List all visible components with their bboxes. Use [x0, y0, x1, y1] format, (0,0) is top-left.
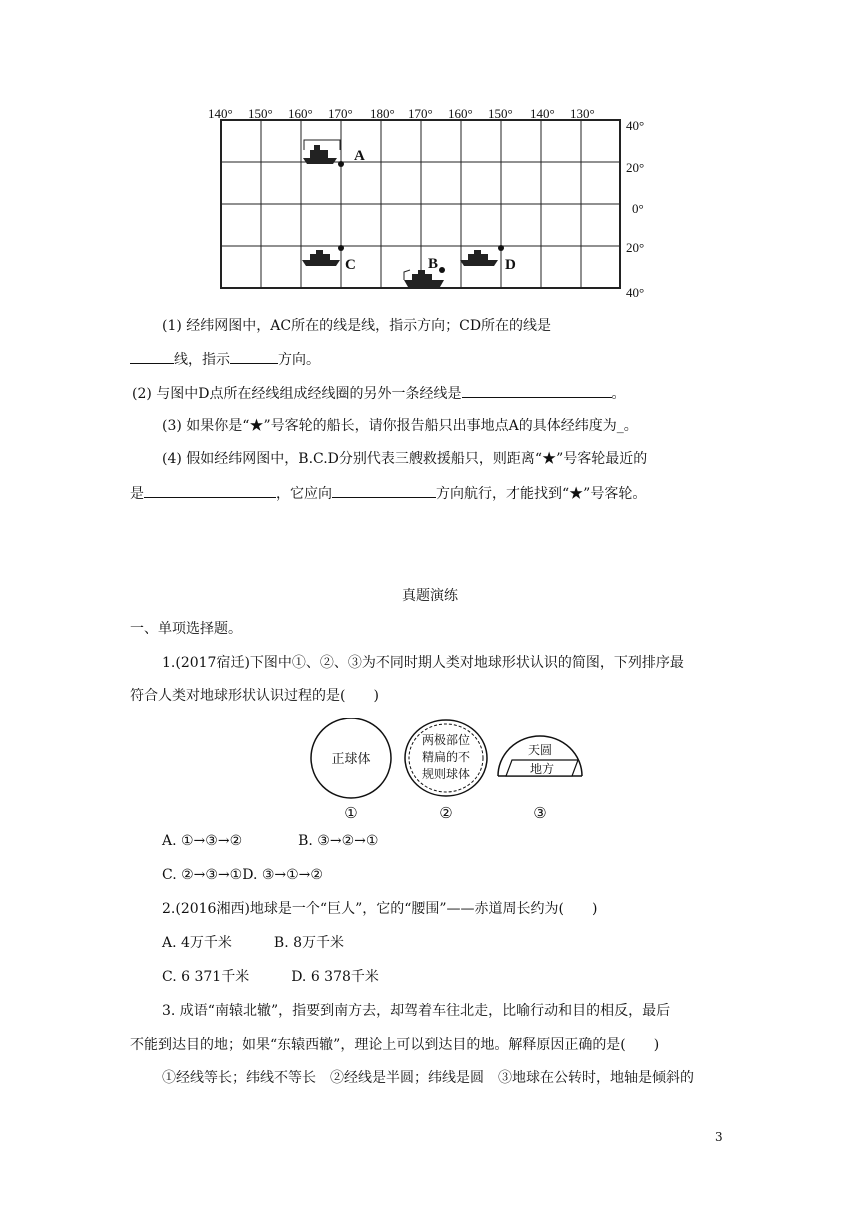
- question-1-line-1: (1) 经纬网图中，AC所在的线是线，指示方向；CD所在的线是: [162, 318, 552, 334]
- mc-question-3-line-3: ①经线等长；纬线不等长 ②经线是半圆；纬线是圆 ③地球在公转时，地轴是倾斜的: [162, 1070, 694, 1086]
- mc-question-1-line-2: 符合人类对地球形状认识过程的是( ): [130, 688, 379, 704]
- point-c: [338, 245, 344, 251]
- irregular-line-3: 规则球体: [421, 767, 471, 781]
- text-span: 。: [611, 386, 626, 402]
- lon-label-9: 140°: [530, 106, 555, 121]
- page-number: 3: [715, 1130, 723, 1144]
- mc-2-options-cd: C. 6 371千米 D. 6 378千米: [162, 969, 379, 985]
- sphere-text: 正球体: [331, 751, 371, 766]
- section-title: 真题演练: [402, 588, 458, 604]
- graticule-map: [200, 100, 670, 305]
- mc-1-options-ab: A. ①→③→② B. ③→②→①: [162, 833, 379, 849]
- figure-label-3: ③: [533, 806, 547, 822]
- answer-blank[interactable]: [144, 483, 276, 498]
- label-d: D: [505, 257, 516, 273]
- answer-blank[interactable]: [130, 349, 174, 364]
- lat-label-3: 0°: [632, 201, 644, 216]
- lat-label-1: 40°: [626, 118, 645, 133]
- text-span: 方向航行，才能找到“★”号客轮。: [436, 486, 647, 502]
- lon-label-1: 140°: [208, 106, 233, 121]
- irregular-line-1: 两极部位: [421, 733, 471, 747]
- question-2: [132, 383, 626, 404]
- mc-2-options-ab: A. 4万千米 B. 8万千米: [162, 935, 345, 951]
- question-1-line-2: [130, 349, 320, 370]
- lat-label-5: 40°: [626, 285, 645, 300]
- irregular-line-2: 精扁的不: [421, 750, 471, 764]
- dome-top-text: 天圆: [527, 743, 553, 757]
- mc-question-2: 2.(2016湘西)地球是一个“巨人”，它的“腰围”——赤道周长约为( ): [162, 901, 598, 917]
- answer-blank[interactable]: [230, 349, 278, 364]
- question-4-line-1: (4) 假如经纬网图中，B.C.D分别代表三艘救援船只，则距离“★”号客轮最近的: [162, 451, 648, 467]
- question-3: (3) 如果你是“★”号客轮的船长，请你报告船只出事地点A的具体经纬度为_。: [162, 418, 638, 434]
- ship-a-icon: [303, 140, 340, 164]
- lon-label-4: 170°: [328, 106, 353, 121]
- mc-question-3-line-1: 3. 成语“南辕北辙”，指要到南方去，却驾着车往北走，比喻行动和目的相反，最后: [162, 1003, 671, 1019]
- point-a: [338, 161, 344, 167]
- text-span: 线，指示: [174, 352, 230, 368]
- text-span: ，它应向: [276, 486, 332, 502]
- answer-blank[interactable]: [332, 483, 436, 498]
- lon-label-2: 150°: [248, 106, 273, 121]
- lon-label-3: 160°: [288, 106, 313, 121]
- lon-label-10: 130°: [570, 106, 595, 121]
- lon-label-7: 160°: [448, 106, 473, 121]
- lon-label-6: 170°: [408, 106, 433, 121]
- lat-label-2: 20°: [626, 160, 645, 175]
- lat-label-4: 20°: [626, 240, 645, 255]
- text-span: (2) 与图中D点所在经线组成经线圈的另外一条经线是: [132, 386, 462, 402]
- lon-label-5: 180°: [370, 106, 395, 121]
- mc-1-options-cd: C. ②→③→①D. ③→①→②: [162, 867, 323, 883]
- dome-bottom-text: 地方: [529, 762, 555, 776]
- earth-shape-figure: [300, 718, 590, 828]
- label-a: A: [354, 148, 365, 164]
- point-d: [498, 245, 504, 251]
- mc-question-1-line-1: 1.(2017宿迁)下图中①、②、③为不同时期人类对地球形状认识的简图，下列排序最: [162, 655, 684, 671]
- lon-label-8: 150°: [488, 106, 513, 121]
- section-part-1: 一、单项选择题。: [130, 621, 242, 637]
- point-b: [439, 267, 445, 273]
- label-b: B: [428, 256, 439, 272]
- ship-d-icon: [460, 250, 498, 266]
- figure-label-2: ②: [439, 806, 453, 822]
- question-4-line-2: [130, 483, 646, 504]
- text-span: 是: [130, 486, 144, 502]
- ship-b-icon: [404, 270, 444, 287]
- text-span: 方向。: [278, 352, 320, 368]
- mc-question-3-line-2: 不能到达目的地；如果“东辕西辙”，理论上可以到达目的地。解释原因正确的是( ): [130, 1037, 660, 1053]
- grid: [221, 120, 620, 288]
- answer-blank[interactable]: [462, 383, 612, 398]
- ship-c-icon: [302, 250, 340, 266]
- figure-label-1: ①: [344, 806, 358, 822]
- label-c: C: [345, 257, 356, 273]
